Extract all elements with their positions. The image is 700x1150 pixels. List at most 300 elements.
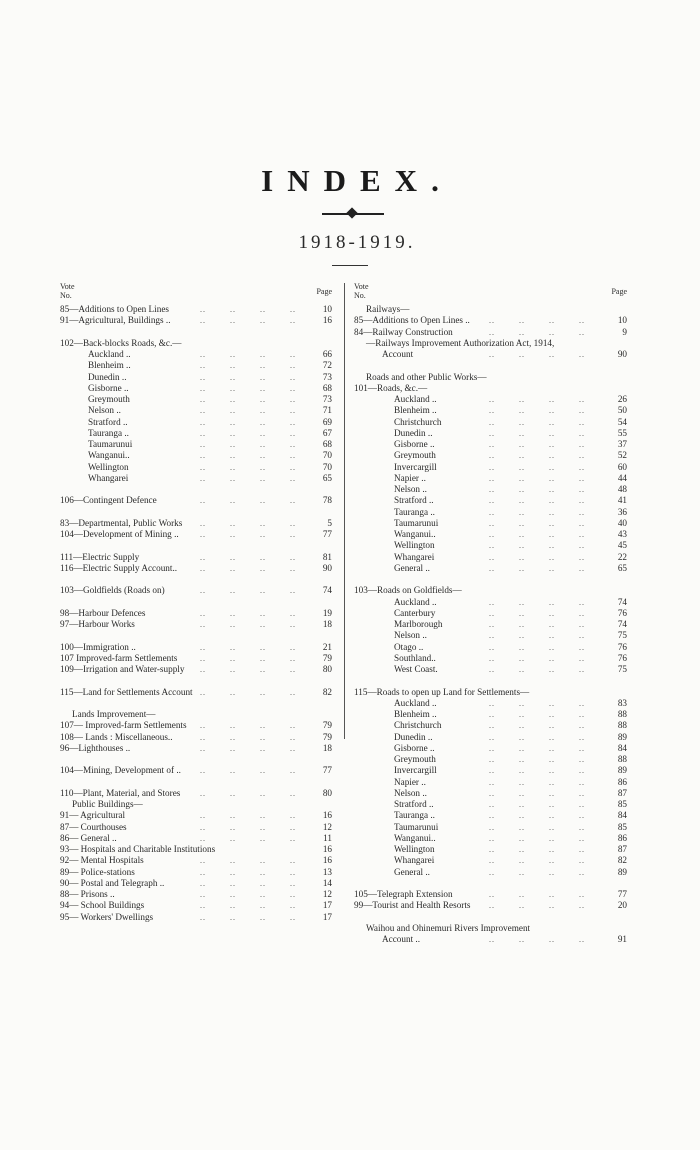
entry-label: Wellington [394,540,435,551]
index-entry [354,698,627,709]
entry-page-number: 18 [322,742,332,753]
entry-page-number: 72 [322,360,332,371]
entry-page-number: 80 [322,664,332,674]
dot-leader: .. .. .. .. [489,417,585,427]
column-header [354,282,627,304]
entry-label: Taumarunui [394,821,439,832]
entry-label: 111—Electric Supply [60,551,140,562]
entry-label: 104—Development of Mining .. [60,529,179,539]
dot-leader: .. .. .. .. [200,833,296,843]
index-entry [354,642,627,653]
entry-label: Marlborough [394,619,443,629]
index-entry [60,810,332,821]
entry-page-number: 21 [322,641,332,652]
dot-leader: .. .. .. .. [200,451,296,461]
dot-leader: .. .. .. .. [489,845,585,854]
index-entry [60,428,332,439]
entry-page-number: 78 [322,495,332,506]
entry-label: Wanganui.. [394,529,436,539]
entry-label: —Railways Improvement Authorization Act, 1914, [366,337,555,348]
entry-label: 107 Improved-farm Settlements [60,652,178,663]
entry-label: Otago .. [394,641,424,652]
entry-page-number: 17 [322,911,332,922]
index-entry [354,495,627,506]
index-entry [354,743,627,754]
entry-page-number: 69 [322,416,332,427]
index-entry [354,394,627,405]
entry-label: 106—Contingent Defence [60,495,157,506]
dot-leader: .. .. .. .. [489,800,585,809]
index-entry [354,428,627,439]
entry-label: Whangarei [394,855,435,866]
entry-label: 89— Police-stations [60,866,135,877]
entry-page-number: 16 [322,810,332,821]
dot-leader: .. .. .. .. [200,383,296,393]
dot-leader: .. .. .. .. [200,473,296,483]
dot-leader: .. .. .. .. [200,563,296,573]
index-entry [354,630,627,641]
dot-leader: .. .. .. .. [200,732,296,742]
page-header: Page [611,287,627,296]
index-entry [60,518,332,529]
index-entry [60,495,332,506]
dot-leader: .. .. .. .. [489,327,585,337]
index-entry [60,889,332,900]
entry-label: Invercargill [394,461,437,472]
entry-page-number: 90 [617,349,627,359]
entry-label: Tauranga .. [394,506,435,517]
index-entry [60,563,332,574]
dot-leader: .. .. .. .. [489,710,585,719]
dot-leader: .. .. .. .. [200,518,296,528]
entry-page-number: 81 [322,551,332,562]
index-entry [60,585,332,596]
dot-leader: .. .. .. .. [200,856,296,866]
index-entry [60,405,332,416]
index-entry [354,563,627,574]
dot-leader: .. .. .. .. [489,518,585,528]
entry-label: Greymouth [394,450,436,461]
entry-page-number: 68 [322,439,332,449]
index-entry [60,315,332,326]
entry-page-number: 9 [622,326,627,337]
entry-page-number: 14 [322,877,332,888]
index-entry [60,912,332,923]
entry-page-number: 88 [617,709,627,719]
dot-leader: .. .. .. .. [200,428,296,438]
dot-leader: .. .. .. .. [489,485,585,494]
entry-label: 94— School Buildings [60,900,145,911]
entry-label: West Coast. [394,664,438,674]
entry-label: 102—Back-blocks Roads, &c.— [60,337,182,348]
dot-leader: .. .. .. .. [489,541,585,551]
entry-page-number: 90 [322,562,332,573]
entry-label: Nelson .. [394,484,427,494]
index-entry [60,608,332,619]
entry-label: 90— Postal and Telegraph .. [60,877,165,888]
entry-page-number: 73 [322,371,332,382]
dot-leader: .. .. .. .. [489,350,585,359]
entry-label: 104—Mining, Development of .. [60,765,181,776]
index-entry [60,855,332,866]
index-entry [354,439,627,450]
entry-page-number: 75 [617,664,627,674]
dot-leader: .. .. .. .. [200,350,296,359]
entry-page-number: 50 [617,405,627,416]
entry-label: Gisborne .. [394,742,435,753]
index-entry [354,405,627,416]
index-entry [354,619,627,630]
dot-leader: .. .. .. .. [489,833,585,843]
entry-page-number: 88 [617,754,627,764]
entry-page-number: 70 [322,461,332,472]
index-entry [60,822,332,833]
index-entry [60,720,332,731]
index-entry [60,743,332,754]
entry-page-number: 73 [322,394,332,404]
index-entry [60,304,332,315]
dot-leader: .. .. .. .. [489,563,585,573]
index-entry [354,518,627,529]
entry-label: 109—Irrigation and Water-supply [60,664,185,674]
entry-page-number: 87 [617,844,627,854]
entry-label: 86— General .. [60,832,117,843]
entry-label: Nelson .. [394,787,427,798]
index-entry [60,765,332,776]
entry-page-number: 17 [322,900,332,911]
dot-leader: .. .. .. .. [200,788,296,798]
entry-page-number: 74 [617,596,627,607]
dot-leader: .. .. .. .. [489,890,585,899]
entry-page-number: 83 [617,697,627,708]
dot-leader: .. .. .. .. [489,451,585,461]
dot-leader: .. .. .. .. [489,755,585,764]
entry-label: 98—Harbour Defences [60,607,146,618]
entry-page-number: 26 [617,394,627,404]
index-entry [354,462,627,473]
dot-leader: .. .. .. .. [489,653,585,663]
entry-label: Stratford .. [88,416,128,427]
entry-page-number: 80 [322,787,332,798]
index-entry [60,664,332,675]
index-year: 1918-1919. [298,232,416,253]
entry-label: 110—Plant, Material, and Stores [60,787,181,798]
index-entry [354,327,627,338]
index-entry [60,394,332,405]
entry-page-number: 79 [322,652,332,663]
entry-page-number: 87 [617,787,627,798]
entry-label: Stratford .. [394,799,434,809]
index-entry [354,608,627,619]
entry-page-number: 84 [617,742,627,753]
index-entry [60,552,332,563]
entry-label: 97—Harbour Works [60,619,135,629]
left-index-column [60,282,332,923]
entry-label: Railways— [366,304,410,314]
index-entry [354,338,627,349]
index-entry [354,822,627,833]
entry-label: 83—Departmental, Public Works [60,517,183,528]
entry-label: Napier .. [394,472,426,483]
index-entry [354,653,627,664]
entry-page-number: 13 [322,866,332,877]
year-rule [332,265,368,266]
entry-label: 93— Hospitals and Charitable Institutions [60,844,216,854]
entry-page-number: 10 [322,304,332,314]
dot-leader: .. .. .. .. [200,890,296,899]
index-entry [354,900,627,911]
index-entry [354,765,627,776]
index-entry [60,529,332,540]
index-entry [60,878,332,889]
entry-label: Taumarunui [88,439,133,449]
index-entry [354,777,627,788]
index-entry [354,507,627,518]
dot-leader: .. .. .. .. [200,811,296,821]
entry-page-number: 60 [617,461,627,472]
index-entry [60,417,332,428]
dot-leader: .. .. .. .. [200,822,296,832]
entry-label: 105—Telegraph Extension [354,889,453,899]
dot-leader: .. .. .. .. [200,665,296,674]
index-entry [354,732,627,743]
entry-label: 103—Roads on Goldfields— [354,585,462,596]
dot-leader: .. .. .. .. [489,811,585,821]
entry-label: 91— Agricultural [60,810,126,821]
entry-page-number: 16 [322,855,332,866]
entry-label: Tauranga .. [394,810,435,821]
title-ornament-diamond [346,207,357,218]
entry-label: 101—Roads, &c.— [354,382,428,393]
index-entry [60,788,332,799]
entry-page-number: 52 [617,450,627,461]
entry-label: Wellington [88,461,129,472]
entry-page-number: 45 [617,540,627,551]
index-entry [354,788,627,799]
dot-leader: .. .. .. .. [489,406,585,416]
dot-leader: .. .. .. .. [489,608,585,618]
entry-label: Greymouth [88,394,130,404]
entry-page-number: 41 [617,495,627,506]
index-entry [354,799,627,810]
index-entry [60,799,332,810]
dot-leader: .. .. .. .. [489,316,585,326]
dot-leader: .. .. .. .. [200,687,296,697]
index-entry [60,462,332,473]
entry-label: Auckland .. [88,349,131,359]
entry-page-number: 16 [322,844,332,854]
index-entry [60,450,332,461]
entry-page-number: 76 [617,641,627,652]
index-entry [354,552,627,563]
entry-label: 115—Roads to open up Land for Settlements— [354,686,530,697]
entry-label: 85—Additions to Open Lines .. [354,315,470,326]
entry-label: 100—Immigration .. [60,641,136,652]
dot-leader: .. .. .. .. [200,867,296,877]
dot-leader: .. .. .. .. [489,631,585,641]
entry-label: Wanganui.. [88,450,130,461]
entry-page-number: 77 [617,889,627,899]
entry-label: Invercargill [394,765,437,776]
entry-page-number: 74 [617,619,627,629]
entry-page-number: 37 [617,439,627,449]
entry-page-number: 10 [617,315,627,326]
entry-page-number: 68 [322,382,332,393]
entry-page-number: 84 [617,810,627,821]
entry-page-number: 79 [322,720,332,731]
index-entry [60,833,332,844]
dot-leader: .. .. .. .. [200,361,296,371]
entry-label: Public Buildings— [72,799,143,809]
dot-leader: .. .. .. .. [489,620,585,629]
index-entry [354,855,627,866]
dot-leader: .. .. .. .. [489,597,585,607]
entry-label: 95— Workers' Dwellings [60,911,154,922]
entry-label: 87— Courthouses [60,821,127,832]
dot-leader: .. .. .. .. [200,620,296,629]
dot-leader: .. .. .. .. [200,305,296,314]
index-entry [354,304,627,315]
entry-label: Taumarunui [394,517,439,528]
dot-leader: .. .. .. .. [489,428,585,438]
dot-leader: .. .. .. .. [489,901,585,911]
dot-leader: .. .. .. .. [489,440,585,449]
index-entry [60,653,332,664]
index-entry [354,349,627,360]
index-entry [60,383,332,394]
entry-label: 84—Railway Construction [354,326,453,337]
index-entry [354,597,627,608]
entry-page-number: 85 [617,821,627,832]
column-divider [344,283,345,739]
dot-leader: .. .. .. .. [489,743,585,753]
entry-label: Whangarei [394,551,435,562]
entry-page-number: 44 [617,472,627,483]
entry-page-number: 5 [327,517,332,528]
dot-leader: .. .. .. .. [489,788,585,798]
dot-leader: .. .. .. .. [489,698,585,708]
entry-page-number: 66 [322,349,332,359]
dot-leader: .. .. .. .. [200,417,296,427]
index-entry [354,529,627,540]
entry-page-number: 40 [617,517,627,528]
dot-leader: .. .. .. .. [200,878,296,888]
entry-page-number: 82 [322,686,332,697]
index-entry [354,934,627,945]
dot-leader: .. .. .. .. [200,766,296,776]
dot-leader: .. .. .. .. [489,766,585,776]
entry-label: Dunedin .. [394,427,433,438]
entry-label: Nelson .. [394,630,427,641]
entry-page-number: 65 [617,562,627,573]
entry-label: Wellington [394,844,435,854]
dot-leader: .. .. .. .. [489,552,585,562]
entry-page-number: 65 [322,472,332,483]
index-entry [60,687,332,698]
dot-leader: .. .. .. .. [489,462,585,472]
index-entry [354,867,627,878]
entry-page-number: 22 [617,551,627,562]
index-entry [354,810,627,821]
no-header: No. [354,291,366,300]
entry-label: 92— Mental Hospitals [60,855,144,866]
dot-leader: .. .. .. .. [200,608,296,618]
entry-label: Nelson .. [88,405,121,416]
index-entry [354,889,627,900]
entry-label: Christchurch [394,720,442,731]
dot-leader: .. .. .. .. [200,642,296,652]
dot-leader: .. .. .. .. [200,406,296,416]
dot-leader: .. .. .. .. [200,901,296,911]
index-title: INDEX. [261,163,453,198]
dot-leader: .. .. .. .. [200,372,296,382]
dot-leader: .. .. .. .. [489,867,585,877]
entry-label: Blenheim .. [394,709,437,719]
page-header: Page [316,287,332,296]
entry-page-number: 89 [617,765,627,776]
entry-label: 108— Lands : Miscellaneous.. [60,731,173,742]
entry-label: Whangarei [88,472,129,483]
entry-label: Auckland .. [394,697,437,708]
entry-page-number: 55 [617,427,627,438]
index-entry [354,417,627,428]
index-entry [354,923,627,934]
entry-page-number: 16 [322,315,332,326]
dot-leader: .. .. .. .. [489,473,585,483]
vote-header: Vote [60,282,75,291]
dot-leader: .. .. .. .. [200,552,296,562]
index-entry [60,732,332,743]
no-header: No. [60,291,72,300]
entry-page-number: 88 [617,720,627,731]
entry-label: Dunedin .. [88,371,127,382]
entry-page-number: 75 [617,630,627,641]
index-entry [354,720,627,731]
index-entry [354,664,627,675]
entry-label: 116—Electric Supply Account.. [60,562,178,573]
index-entry [60,349,332,360]
index-entry [354,383,627,394]
entry-label: Roads and other Public Works— [366,371,487,382]
entry-page-number: 85 [617,799,627,809]
index-entry [354,484,627,495]
entry-label: 115—Land for Settlements Account [60,686,193,697]
entry-label: Napier .. [394,776,426,787]
index-entry [354,687,627,698]
index-entry [60,844,332,855]
index-entry [60,338,332,349]
index-entry [60,709,332,720]
index-entry [60,360,332,371]
entry-page-number: 36 [617,506,627,517]
dot-leader: .. .. .. .. [489,856,585,866]
entry-page-number: 91 [617,934,627,944]
index-entry [60,867,332,878]
index-entry [354,585,627,596]
entry-page-number: 76 [617,652,627,663]
dot-leader: .. .. .. .. [489,822,585,832]
dot-leader: .. .. .. .. [200,653,296,663]
entry-page-number: 76 [617,607,627,618]
entry-label: Stratford .. [394,495,434,506]
index-entry [60,473,332,484]
dot-leader: .. .. .. .. [200,395,296,404]
entry-label: Account .. [382,934,421,944]
entry-label: Wanganui.. [394,832,436,843]
entry-label: 103—Goldfields (Roads on) [60,585,165,596]
entry-label: Greymouth [394,754,436,764]
index-entry [354,833,627,844]
